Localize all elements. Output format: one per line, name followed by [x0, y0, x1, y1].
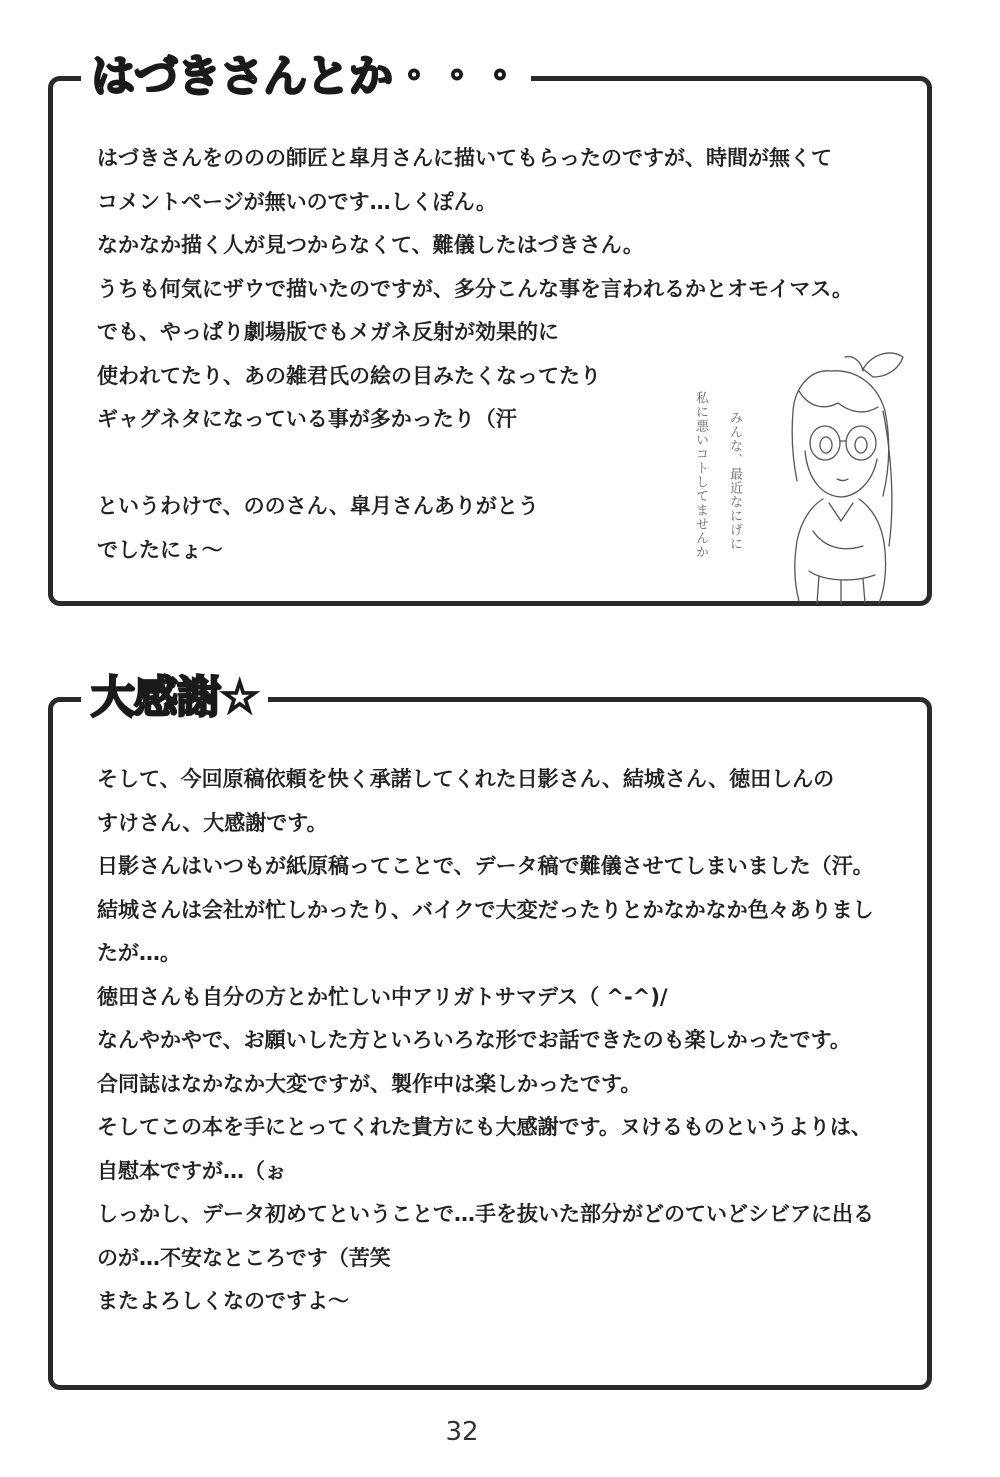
text-line: 自慰本ですが…（ぉ [97, 1158, 286, 1183]
text-line: そして、今回原稿依頼を快く承諾してくれた日影さん、結城さん、徳田しんの [97, 767, 835, 791]
text-line: ギャグネタになっている事が多かったり（汗 [97, 407, 517, 431]
character-sketch [693, 331, 913, 606]
text-line: 日影さんはいつもが紙原稿ってことで、データ稿で難儀させてしまいました（汗。 [97, 854, 874, 878]
text-line: でしたにょ～ [97, 537, 223, 562]
section-body-thanks [97, 758, 913, 1324]
section-heading-hazuki: はづきさんとか・・・ [81, 47, 531, 107]
text-line: なんやかやで、お願いした方といろいろな形でお話できたのも楽しかったです。 [97, 1028, 851, 1052]
text-line: またよろしくなのですよ～ [97, 1289, 349, 1313]
sketch-note-2: 私に悪いコトしてませんか [693, 391, 708, 559]
text-line: のが…不安なところです（苦笑 [97, 1245, 391, 1270]
section-heading-thanks: 大感謝☆ [81, 668, 268, 728]
text-line: コメントページが無いのです…しくぽん。 [97, 189, 497, 214]
text-line: 結城さんは会社が忙しかったり、バイクで大変だったりとかなかなか色々ありまし [97, 897, 874, 922]
message-box-hazuki [48, 51, 932, 606]
text-line: でも、やっぱり劇場版でもメガネ反射が効果的に [97, 320, 559, 344]
text-line: 合同誌はなかなか大変ですが、製作中は楽しかったです。 [97, 1071, 642, 1096]
text-line: 徳田さんも自分の方とか忙しい中アリガトサマデス（ ^-^)/ [97, 984, 668, 1009]
text-line: うちも何気にザウで描いたのですが、多分こんな事を言われるかとオモイマス。 [97, 276, 853, 301]
message-box-thanks [48, 672, 932, 1390]
text-line: はづきさんをののの師匠と皐月さんに描いてもらったのですが、時間が無くて [97, 146, 832, 170]
text-line: そしてこの本を手にとってくれた貴方にも大感謝です。ヌけるものというよりは、 [97, 1115, 872, 1139]
text-line: 使われてたり、あの雑君氏の絵の目みたくなってたり [97, 363, 601, 388]
text-line: たが…。 [97, 941, 181, 965]
sketch-note-1: みんな、最近なにげに [727, 411, 742, 551]
text-line: すけさん、大感謝です。 [97, 810, 328, 835]
page-number: 32 [445, 1417, 479, 1447]
text-line: なかなか描く人が見つからなくて、難儀したはづきさん。 [97, 233, 644, 257]
text-line: しっかし、データ初めてということで…手を抜いた部分がどのていどシビアに出る [97, 1202, 874, 1226]
text-line: というわけで、ののさん、皐月さんありがとう [97, 494, 539, 518]
